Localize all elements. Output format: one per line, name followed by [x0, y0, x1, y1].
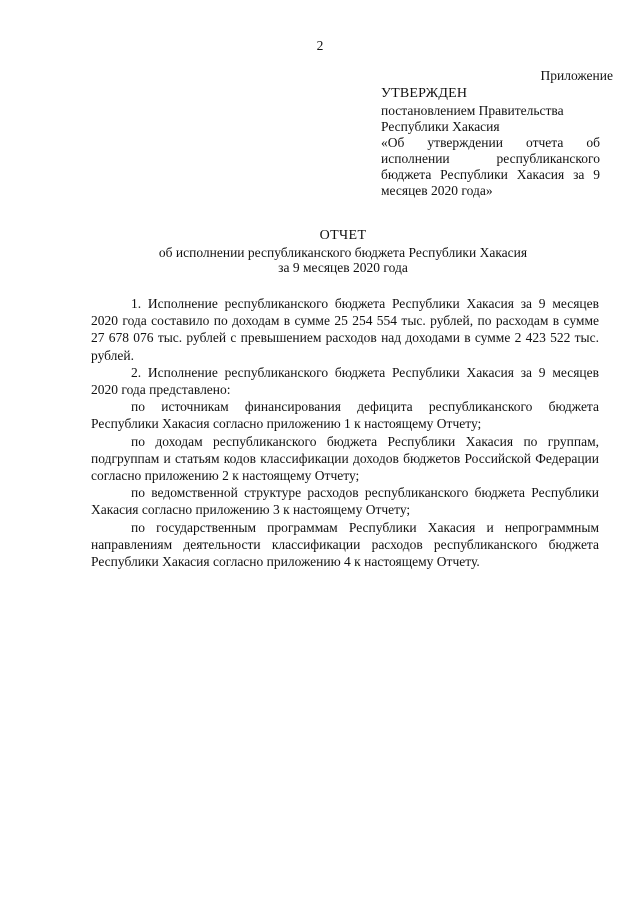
paragraph-text: по доходам республиканского бюджета Республики Хакасия по группам, подгруппам и статьям кодов классификации доходов бюджетов Российской Федерации согласно приложению 2 к настоящему Отчету; [91, 433, 599, 484]
paragraph-text: 1. Исполнение республиканского бюджета Республики Хакасия за 9 месяцев 2020 года составило по доходам в сумме 25 254 554 тыс. рублей, по расходам в сумме 27 678 076 тыс. рублей с превышением расходов над доходами в сумме 2 423 522 тыс. рублей. [91, 296, 599, 363]
paragraph [91, 484, 599, 518]
paragraph-text: по государственным программам Республики Хакасия и непрограммным направлениям деятельности классификации расходов республиканского бюджета Республики Хакасия согласно приложению 4 к настоящему Отчету. [91, 519, 599, 570]
paragraph [91, 295, 599, 364]
approval-block [381, 86, 600, 199]
paragraph [91, 519, 599, 571]
paragraph [91, 433, 599, 485]
approval-line-justified: «Об утверждении отчета об [381, 135, 600, 150]
paragraph [91, 398, 599, 432]
approval-line-justified: исполнении республиканского [381, 151, 600, 166]
report-subtitle: об исполнении республиканского бюджета Республики Хакасия [158, 244, 528, 260]
report-subtitle: за 9 месяцев 2020 года [278, 260, 408, 275]
approval-line-justified: бюджета Республики Хакасия за 9 [381, 167, 600, 182]
approval-line: месяцев 2020 года» [381, 183, 493, 198]
report-title-block [0, 228, 640, 276]
paragraph-text: 2. Исполнение республиканского бюджета Республики Хакасия за 9 месяцев 2020 года представлено: [91, 364, 599, 398]
approval-line: Республики Хакасия [381, 119, 500, 134]
page-number: 2 [316, 38, 324, 53]
report-title: ОТЧЕТ [319, 228, 367, 243]
approved-heading: УТВЕРЖДЕН [381, 86, 468, 101]
paragraph [91, 364, 599, 398]
approval-line: постановлением Правительства [381, 103, 564, 118]
appendix-label: Приложение [540, 68, 613, 83]
paragraph-text: по источникам финансирования дефицита республиканского бюджета Республики Хакасия согласно приложению 1 к настоящему Отчету; [91, 399, 599, 432]
report-body [91, 295, 599, 570]
paragraph-text: по ведомственной структуре расходов республиканского бюджета Республики Хакасия согласно приложению 3 к настоящему Отчету; [91, 485, 599, 518]
